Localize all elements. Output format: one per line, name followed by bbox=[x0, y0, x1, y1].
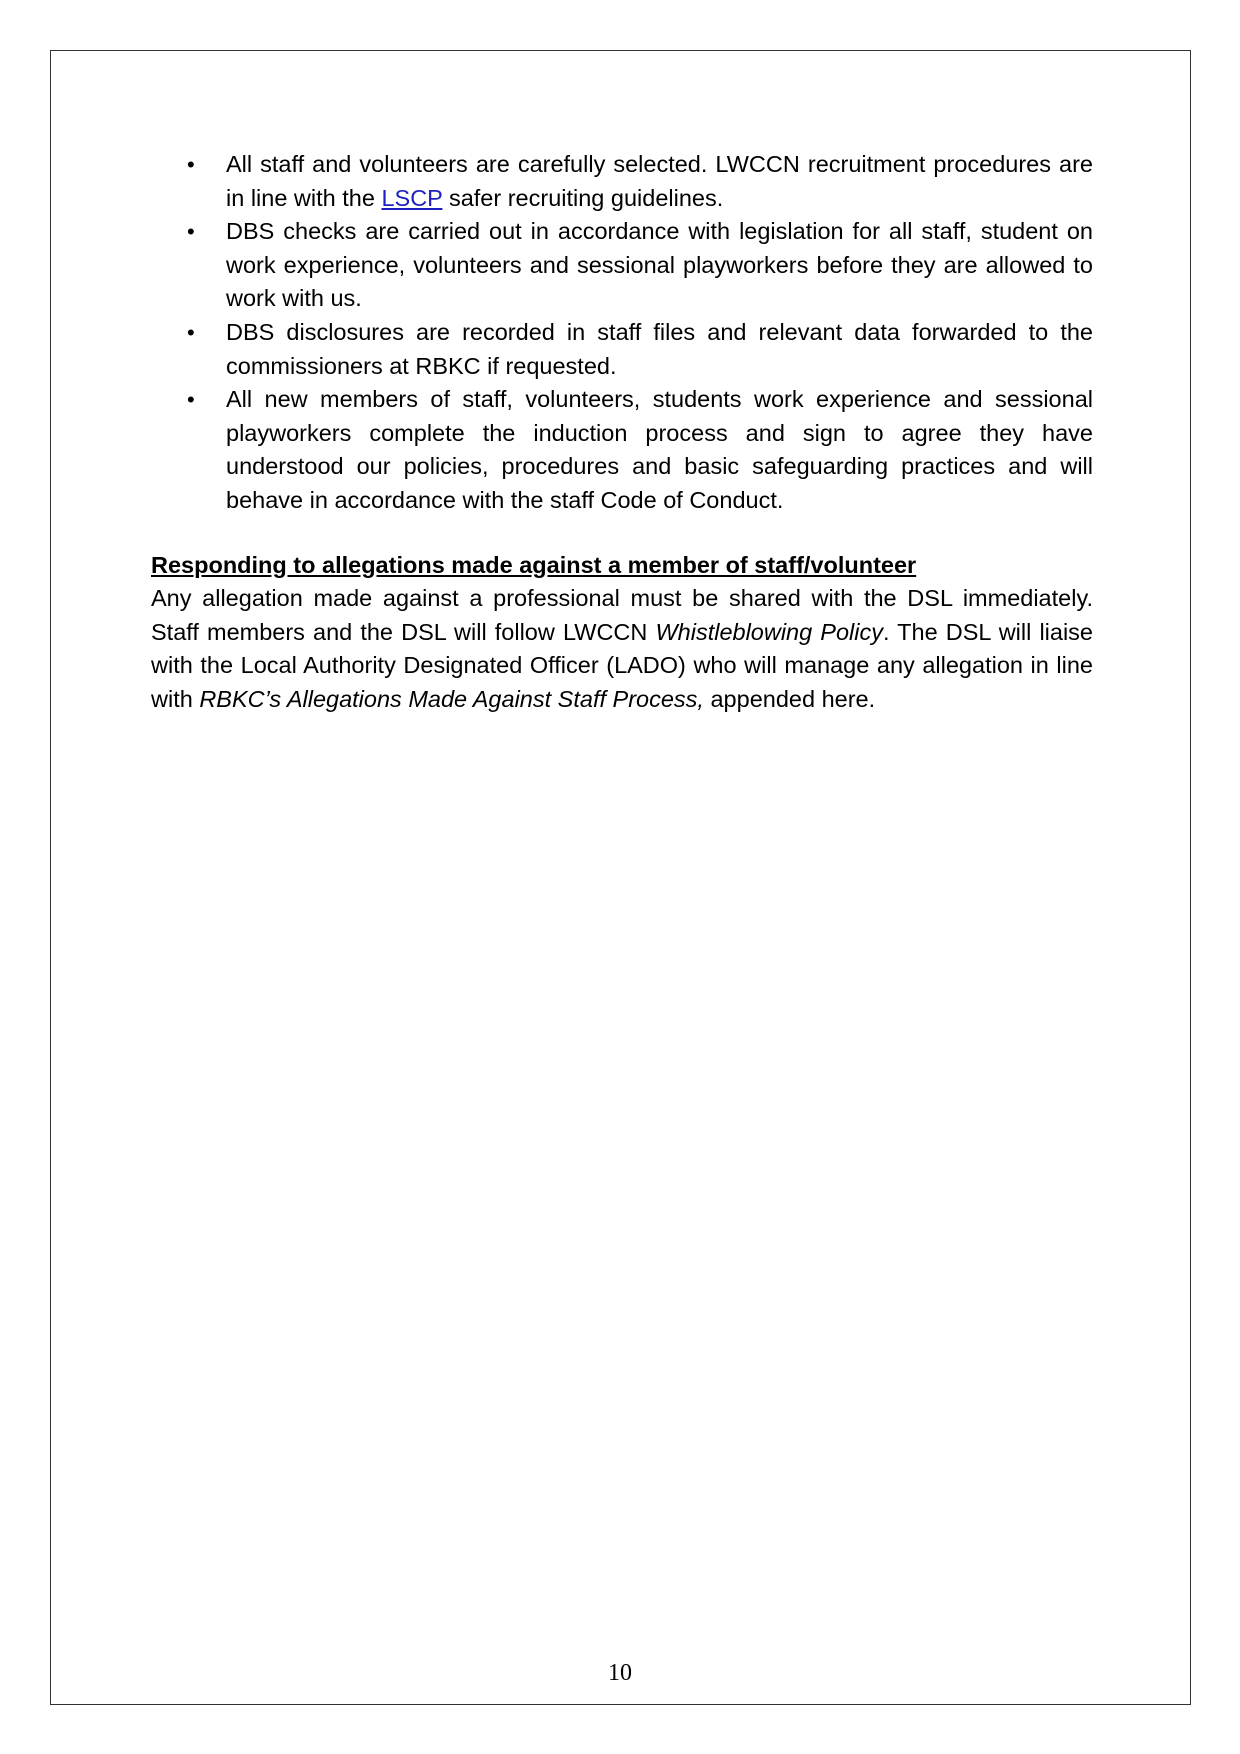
list-item bbox=[151, 148, 1093, 215]
document-content bbox=[151, 148, 1093, 717]
bullet-icon: • bbox=[187, 219, 195, 245]
section-heading: Responding to allegations made against a member of staff/volunteer bbox=[151, 551, 917, 578]
bullet-icon: • bbox=[187, 387, 195, 413]
bullet-text: safer recruiting guidelines. bbox=[442, 184, 724, 211]
bullet-icon: • bbox=[187, 319, 195, 345]
list-item bbox=[151, 383, 1093, 517]
section-body bbox=[151, 582, 1093, 716]
page-number: 10 bbox=[608, 1660, 632, 1686]
list-item bbox=[151, 316, 1093, 383]
bullet-text: All staff and volunteers are carefully selected. LWCCN recruitment procedures are in line with the bbox=[226, 151, 1093, 211]
bullet-text: DBS disclosures are recorded in staff files and relevant data forwarded to the commissioners at RBKC if requested. bbox=[226, 318, 1093, 379]
allegations-section bbox=[151, 549, 1093, 717]
lscp-link[interactable]: LSCP bbox=[381, 184, 443, 211]
body-text: Any allegation made against a professional must be shared with the DSL immediately. Staff members and the DSL will follow LWCCN bbox=[151, 585, 1093, 645]
whistleblowing-policy-title: Whistleblowing Policy bbox=[655, 618, 883, 645]
body-text: . The DSL will liaise with the Local Authority Designated Officer (LADO) who will manage any allegation in line with bbox=[151, 618, 1093, 712]
bullet-list bbox=[151, 148, 1093, 518]
allegations-process-title: RBKC’s Allegations Made Against Staff Process, bbox=[199, 685, 704, 712]
bullet-text: All new members of staff, volunteers, students work experience and sessional playworkers complete the induction process and sign to agree they have understood our policies, procedures and basic safeguarding practices and will behave in accordance with the staff Code of Conduct. bbox=[226, 386, 1093, 513]
bullet-text: DBS checks are carried out in accordance with legislation for all staff, student on work experience, volunteers and sessional playworkers before they are allowed to work with us. bbox=[226, 218, 1093, 312]
bullet-icon: • bbox=[187, 152, 195, 177]
body-text: appended here. bbox=[703, 685, 876, 712]
list-item bbox=[151, 215, 1093, 316]
